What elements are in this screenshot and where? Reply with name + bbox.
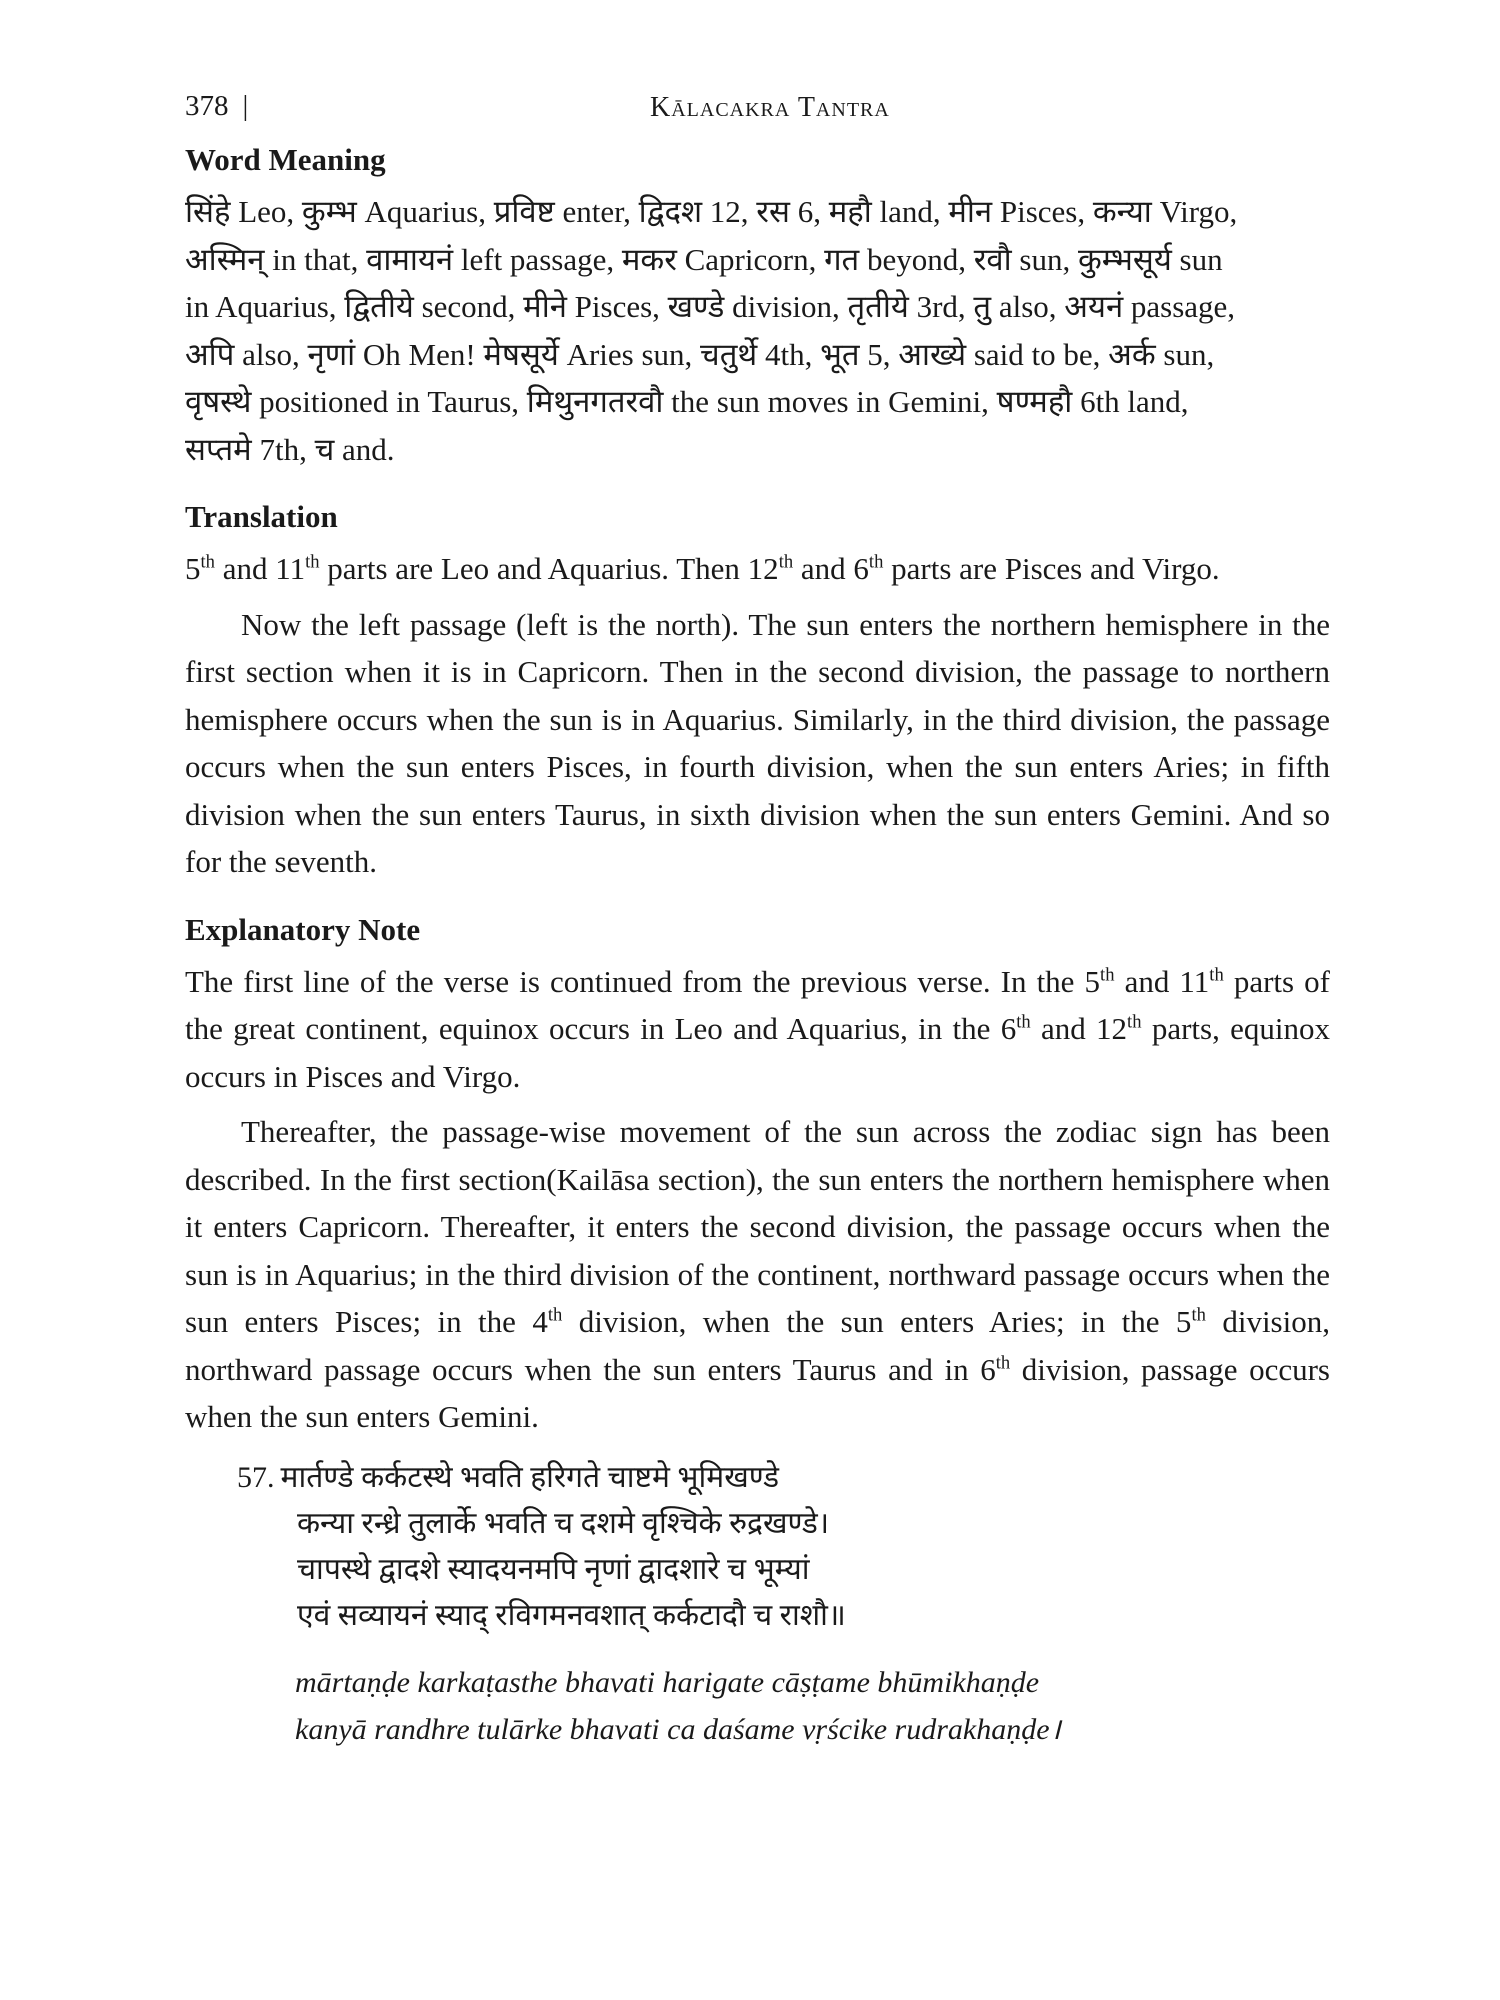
- header-separator: |: [242, 90, 249, 122]
- explanatory-note-heading: Explanatory Note: [185, 911, 421, 947]
- page-number: 378 |: [185, 90, 249, 122]
- note-paragraph: Thereafter, the passage-wise movement of the sun across the zodiac sign has been described. In the first section(Kailāsa section), the sun enters the northern hemisphere when it enters Capricorn. Thereafter, it enters the second division, the passage occurs when the sun is in Aquarius; in the third division of the continent, northward passage occurs when the sun enters Pisces; in the 4th division, when the sun enters Aries; in the 5th division, northward passage occurs when the sun enters Taurus and in 6th division, passage occurs when the sun enters Gemini.: [185, 1114, 1330, 1434]
- transliteration-line: mārtaṇḍe karkaṭasthe bhavati harigate cāṣṭame bhūmikhaṇḍe: [295, 1665, 1040, 1699]
- note-paragraph: The first line of the verse is continued from the previous verse. In the 5th and 11th parts of the great continent, equinox occurs in Leo and Aquarius, in the 6th and 12th parts, equinox occurs in Pisces and Virgo.: [185, 963, 1330, 1094]
- word-meaning-section: [185, 138, 1330, 473]
- running-head: [185, 90, 1330, 138]
- word-meaning-line: in Aquarius, द्वितीये second, मीने Pisces, खण्डे division, तृतीये 3rd, तु also, अयनं passage,: [185, 289, 1236, 324]
- verse-line: एवं सव्यायनं स्याद् रविगमनवशात् कर्कटादौ च राशौ॥: [297, 1598, 846, 1632]
- translation-paragraph: 5th and 11th parts are Leo and Aquarius. Then 12th and 6th parts are Pisces and Virgo.: [185, 551, 1220, 586]
- translation-section: [185, 495, 1330, 886]
- word-meaning-line: वृषस्थे positioned in Taurus, मिथुनगतरवौ the sun moves in Gemini, षण्महौ 6th land,: [185, 384, 1189, 419]
- word-meaning-line: सिंहे Leo, कुम्भ Aquarius, प्रविष्ट enter, द्विदश 12, रस 6, महौ land, मीन Pisces, कन्या Virgo,: [185, 194, 1238, 229]
- book-title: Kālacakra Tantra: [650, 92, 890, 123]
- verse-block: [237, 1455, 1330, 1639]
- transliteration-block: [295, 1659, 1330, 1753]
- word-meaning-heading: Word Meaning: [185, 142, 386, 177]
- translation-paragraph: Now the left passage (left is the north). The sun enters the northern hemisphere in the first section when it is in Capricorn. Then in the second division, the passage to northern hemisphere occurs when the sun is in Aquarius. Similarly, in the third division, the passage occurs when the sun enters Pisces, in fourth division, when the sun enters Aries; in fifth division when the sun enters Taurus, in sixth division when the sun enters Gemini. And so for the seventh.: [185, 606, 1330, 879]
- transliteration-line: kanyā randhre tulārke bhavati ca daśame vṛścike rudrakhaṇḍe।: [295, 1712, 1061, 1746]
- book-page: [185, 90, 1330, 1753]
- verse-line: कन्या रन्ध्रे तुलार्के भवति च दशमे वृश्चिके रुद्रखण्डे।: [297, 1506, 830, 1540]
- explanatory-note-section: [185, 908, 1330, 1441]
- word-meaning-line: अपि also, नृणां Oh Men! मेषसूर्ये Aries sun, चतुर्थे 4th, भूत 5, आख्ये said to be, अर्क sun,: [185, 336, 1215, 372]
- verse-number: 57.: [237, 1460, 275, 1494]
- verse-line: चापस्थे द्वादशे स्यादयनमपि नृणां द्वादशारे च भूम्यां: [297, 1552, 810, 1586]
- word-meaning-line: अस्मिन् in that, वामायनं left passage, मकर Capricorn, गत beyond, रवौ sun, कुम्भसूर्य sun: [185, 241, 1223, 277]
- translation-heading: Translation: [185, 499, 338, 534]
- word-meaning-line: सप्तमे 7th, च and.: [185, 431, 395, 467]
- verse-line: 57. मार्तण्डे कर्कटस्थे भवति हरिगते चाष्टमे भूमिखण्डे: [237, 1460, 780, 1494]
